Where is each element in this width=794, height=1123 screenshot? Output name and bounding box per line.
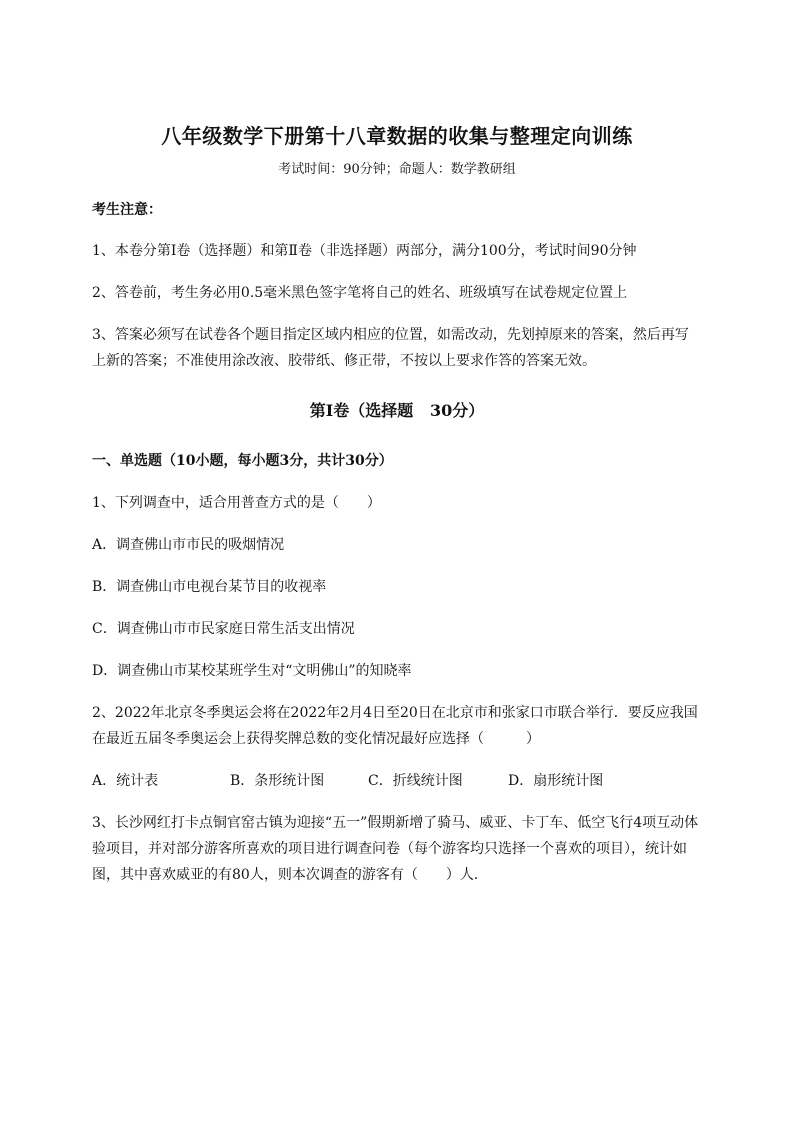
question-1-stem: 1、下列调查中，适合用普查方式的是（ ）: [92, 495, 381, 511]
notice-item-3: 3、答案必须写在试卷各个题目指定区域内相应的位置，如需改动，先划掉原来的答案，然后再写上新的答案；不准使用涂改液、胶带纸、修正带，不按以上要求作答的答案无效。: [92, 327, 689, 369]
exam-title: 八年级数学下册第十八章数据的收集与整理定向训练: [161, 124, 633, 148]
question-2-option-b: B．条形统计图: [230, 773, 325, 789]
question-3-stem: 3、长沙网红打卡点铜官窑古镇为迎接“五一”假期新增了骑马、威亚、卡丁车、低空飞行4项互动体验项目，并对部分游客所喜欢的项目进行调查问卷（每个游客均只选择一个喜欢的项目），统计如图，其中喜欢威亚的有80人，则本次调查的游客有（ ）人．: [92, 815, 699, 883]
question-1-option-c: C．调查佛山市市民家庭日常生活支出情况: [92, 621, 355, 637]
question-1-option-a: A．调查佛山市市民的吸烟情况: [92, 537, 285, 553]
question-1-option-b: B．调查佛山市电视台某节目的收视率: [92, 579, 327, 595]
notice-heading: 考生注意：: [92, 202, 162, 218]
notice-item-1: 1、本卷分第I卷（选择题）和第Ⅱ卷（非选择题）两部分，满分100分，考试时间90分钟: [92, 243, 637, 259]
part1-title: 第I卷（选择题 30分）: [309, 401, 485, 420]
question-2-option-c: C．折线统计图: [368, 773, 463, 789]
exam-subtitle: 考试时间：90分钟；命题人：数学教研组: [278, 162, 516, 177]
question-2-options: [92, 768, 712, 794]
question-2-option-d: D．扇形统计图: [508, 773, 604, 789]
question-2-option-a: A．统计表: [92, 773, 159, 789]
notice-item-2: 2、答卷前，考生务必用0.5毫米黑色签字笔将自己的姓名、班级填写在试卷规定位置上: [92, 285, 628, 301]
question-2-stem: 2、2022年北京冬季奥运会将在2022年2月4日至20日在北京市和张家口市联合举行．要反应我国在最近五届冬季奥运会上获得奖牌总数的变化情况最好应选择（ ）: [92, 705, 698, 747]
section-heading: 一、单选题（10小题，每小题3分，共计30分）: [92, 453, 393, 469]
question-1-option-d: D．调查佛山市某校某班学生对“文明佛山”的知晓率: [92, 663, 412, 679]
